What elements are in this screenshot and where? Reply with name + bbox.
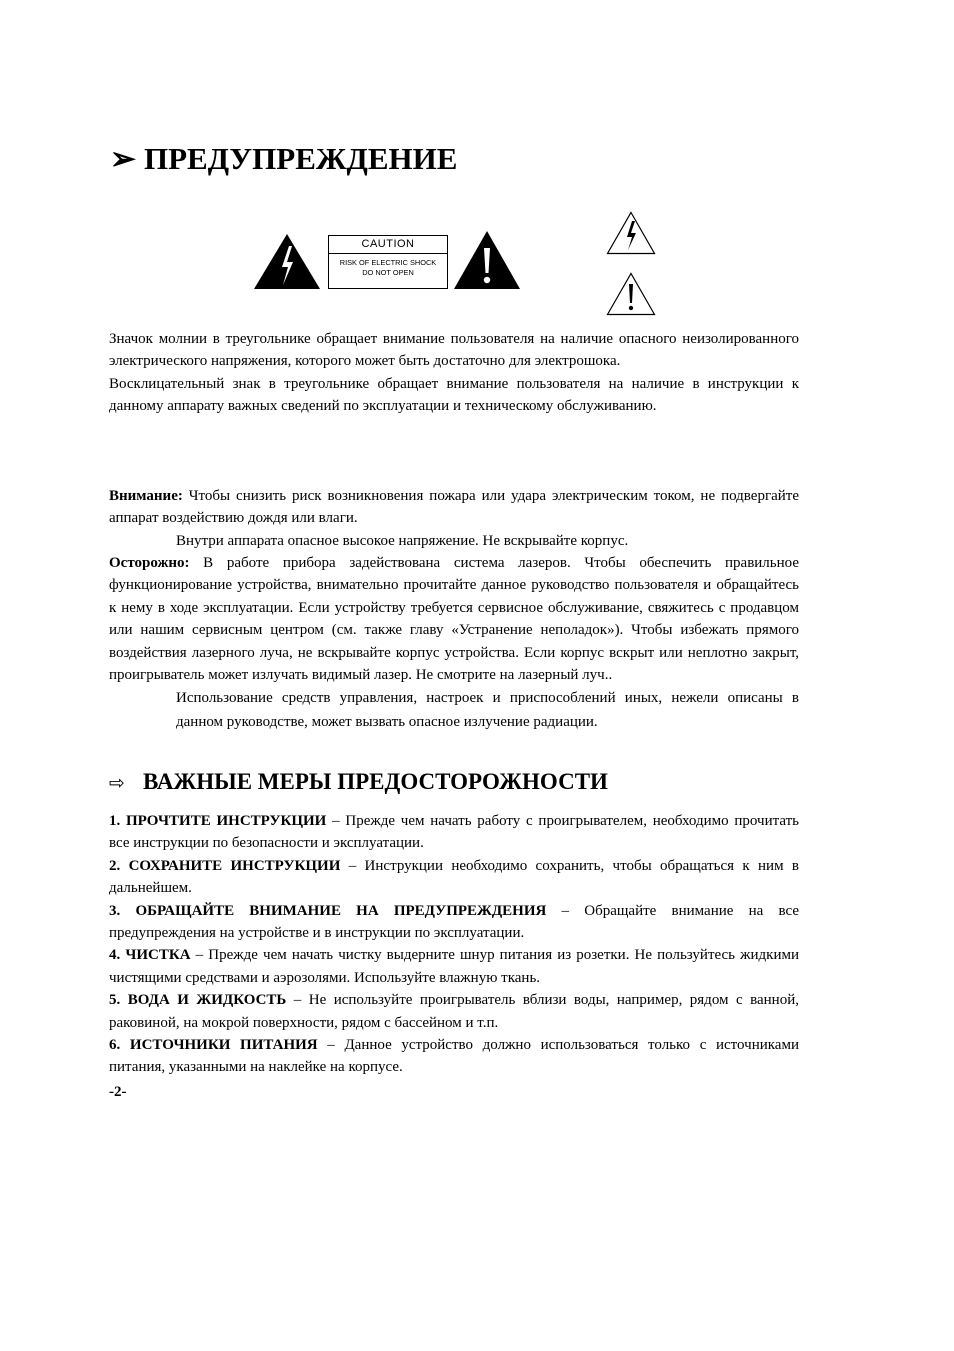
lightning-explanation: Значок молнии в треугольнике обращает внимание пользователя на наличие опасного неизолированного электрического напряжения, которого может быть достаточно для электрошока. — [109, 331, 799, 370]
list-item-label: 1. ПРОЧТИТЕ ИНСТРУКЦИИ — [109, 813, 327, 829]
attention-warning — [109, 485, 799, 552]
list-item-text: – Обращайте внимание на все предупреждения на устройстве и в инструкции по эксплуатации. — [109, 902, 799, 942]
warning-symbols — [0, 0, 954, 330]
caution-line-2: DO NOT OPEN — [362, 268, 414, 277]
list-item-label: 5. ВОДА И ЖИДКОСТЬ — [109, 992, 287, 1009]
caution-warning-label: Осторожно: — [109, 555, 190, 571]
list-item — [109, 944, 799, 989]
caution-warning — [109, 552, 799, 734]
exclamation-explanation: Восклицательный знак в треугольнике обращает внимание пользователя на наличие в инструкции к данному аппарату важных сведений по эксплуатации и техническому обслуживанию. — [109, 375, 799, 415]
list-item-label: 3. ОБРАЩАЙТЕ ВНИМАНИЕ НА ПРЕДУПРЕЖДЕНИЯ — [109, 902, 547, 919]
list-item — [109, 900, 799, 945]
list-item-text: – Инструкции необходимо сохранить, чтобы обращаться к ним в дальнейшем. — [109, 857, 799, 897]
list-item — [109, 855, 799, 900]
exclamation-outline-icon — [606, 272, 656, 316]
caution-line-1: RISK OF ELECTRIC SHOCK — [339, 258, 437, 267]
attention-paragraph — [109, 485, 799, 530]
page-number: -2- — [109, 1084, 127, 1100]
precautions-list — [109, 810, 799, 1079]
precautions-title: ВАЖНЫЕ МЕРЫ ПРЕДОСТОРОЖНОСТИ — [143, 769, 608, 794]
arrowhead-bullet-icon: ➢ — [110, 141, 136, 176]
list-item-label: 4. ЧИСТКА — [109, 947, 191, 964]
list-item — [109, 989, 799, 1034]
list-item — [109, 810, 799, 855]
page-title-text: ПРЕДУПРЕЖДЕНИЕ — [143, 141, 458, 176]
hollow-arrow-icon: ⇨ — [109, 772, 125, 794]
list-item-text: – Прежде чем начать чистку выдерните шнур питания из розетки. Не пользуйтесь жидкими чистящими средствами и аэрозолями. Используйте влажную ткань. — [109, 947, 799, 986]
list-item-label: 2. СОХРАНИТЕ ИНСТРУКЦИИ — [109, 857, 341, 874]
precautions-heading — [109, 766, 608, 799]
attention-text-2: Внутри аппарата опасное высокое напряжение. Не вскрывайте корпус. — [176, 532, 629, 549]
attention-label: Внимание: — [109, 488, 183, 504]
caution-label-box — [328, 235, 448, 289]
caution-sublabel — [329, 254, 447, 279]
list-item — [109, 1034, 799, 1079]
attention-text: Чтобы снизить риск возникновения пожара или удара электрическим током, не подвергайте аппарат воздействию дождя или влаги. — [109, 488, 799, 527]
list-item-text: – Прежде чем начать работу с проигрывателем, необходимо прочитать все инструкции по безопасности и эксплуатации. — [109, 813, 799, 852]
exclamation-triangle-icon — [453, 230, 521, 290]
caution-paragraph — [109, 552, 799, 686]
caution-label: CAUTION — [329, 236, 447, 254]
list-item-text: – Не используйте проигрыватель вблизи воды, например, рядом с ванной, раковиной, на мокрой поверхности, рядом с бассейном и т.п. — [109, 992, 799, 1031]
list-item-label: 6. ИСТОЧНИКИ ПИТАНИЯ — [109, 1037, 318, 1054]
caution-text-2: Использование средств управления, настроек и приспособлений иных, нежели описаны в данном руководстве, может вызвать опасное излучение радиации. — [176, 690, 799, 731]
symbol-explanations — [109, 328, 799, 418]
list-item-text: – Данное устройство должно использоваться только с источниками питания, указанными на наклейке на корпусе. — [109, 1037, 799, 1076]
lightning-triangle-icon — [253, 233, 321, 290]
caution-text: В работе прибора задействована система лазеров. Чтобы обеспечить правильное функционирование устройства, внимательно прочитайте данное руководство пользователя и обращайтесь к нему в ходе эксплуатации. Если устройству требуется сервисное обслуживание, свяжитесь с продавцом или нашим сервисным центром (см. также главу «Устранение неполадок»). Чтобы избежать прямого воздействия лазерного луча, не вскрывайте корпус устройства. Если корпус вскрыт или неплотно закрыт, проигрыватель может излучать видимый лазер. Не смотрите на лазерный луч.. — [109, 555, 800, 684]
lightning-outline-icon — [606, 211, 656, 255]
